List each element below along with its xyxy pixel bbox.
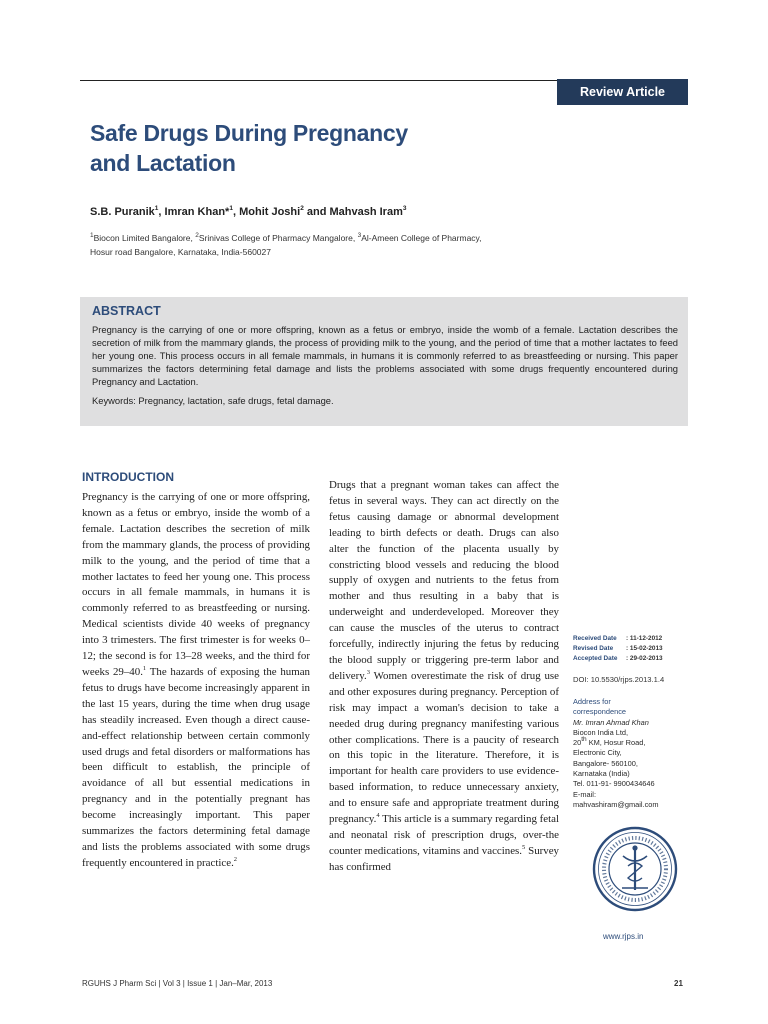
- citation-mark: 4: [376, 811, 380, 819]
- paragraph: [82, 490, 310, 872]
- author-name: S.B. Puranik: [90, 206, 155, 218]
- body-column-middle: [329, 478, 559, 876]
- university-seal-icon: [592, 826, 678, 912]
- correspondent-name: Mr. Imran Ahmad Khan: [573, 717, 649, 727]
- author-affiliation-mark: 3: [402, 204, 407, 212]
- date-label: Accepted Date: [573, 655, 618, 662]
- date-row: [573, 634, 663, 644]
- date-value: : 11-12-2012: [626, 635, 663, 642]
- abstract-heading: ABSTRACT: [92, 304, 161, 318]
- doi[interactable]: DOI: 10.5530/rjps.2013.1.4: [573, 675, 665, 684]
- text-run: Women overestimate the risk of drug use and other exposures during pregnancy. Perception of risk may impact a woman's decision to take a needed drug during pregnancy manifesting various other complications. There is a paucity of research on this topic in the literature. Therefore, it is important for health care providers to use evidence-based information, to reduce unnecessary anxiety, and to ensure safe and appropriate treatment during pregnancy.: [329, 669, 559, 826]
- author-separator: ,: [232, 206, 240, 218]
- affiliation: Biocon Limited Bangalore,: [93, 233, 196, 243]
- correspondent-address: [573, 738, 659, 748]
- citation-mark: 1: [142, 664, 147, 672]
- abstract-text: Pregnancy is the carrying of one or more offspring, known as a fetus or embryo, inside the womb of a female. Lactation describes the secretion of milk from the mammary glands, the process of providing milk to the young, and the period of time that a mother lactates to feed her young one. This process occurs in all female mammals, in humans it is commonly referred to as breastfeeding or nursing. This paper summarizes the factors determining fetal damage and lists the problems associated with some drugs frequently encountered during Pregnancy and Lactation.: [92, 324, 678, 387]
- email-label: E-mail:: [573, 789, 596, 799]
- correspondent-state: Karnataka (India): [573, 769, 630, 779]
- correspondent-city: Electronic City,: [573, 748, 622, 758]
- author-affiliation-mark: 1: [154, 204, 159, 212]
- correspondent-pin: Bangalore- 560100,: [573, 758, 638, 768]
- correspondent-email[interactable]: mahvashiram@gmail.com: [573, 799, 659, 809]
- article-dates: [573, 634, 663, 664]
- correspondent-org: Biocon India Ltd,: [573, 727, 629, 737]
- author-name: Mahvash Iram: [329, 206, 403, 218]
- author-separator: and: [303, 206, 330, 218]
- affiliation-address: Hosur road Bangalore, Karnataka, India-560027: [90, 247, 271, 257]
- affiliation: Srinivas College of Pharmacy Mangalore,: [198, 233, 358, 243]
- affiliations: [90, 231, 610, 259]
- author-name: Imran Khan*: [164, 206, 230, 218]
- date-label: Received Date: [573, 635, 617, 642]
- author-name: Mohit Joshi: [239, 206, 301, 218]
- body-column-left: [82, 490, 310, 872]
- abstract-box: [80, 297, 688, 426]
- affiliation: Al-Ameen College of Pharmacy,: [361, 233, 482, 243]
- article-title: [90, 118, 510, 178]
- article-type-badge: Review Article: [557, 79, 688, 105]
- text-run: This article is a summary regarding fetal and neonatal risk of prescription drugs, over-the counter medications, vitamins and vaccines.: [329, 813, 559, 857]
- author-separator: ,: [158, 206, 165, 218]
- title-line-2: and Lactation: [90, 150, 236, 176]
- affiliation-mark: 3: [357, 231, 362, 239]
- citation-mark: 3: [366, 668, 370, 676]
- correspondence-block: [573, 697, 659, 810]
- date-row: [573, 644, 663, 654]
- affiliation-mark: 2: [195, 231, 199, 239]
- text-run: Pregnancy is the carrying of one or more offspring, known as a fetus or embryo, inside the womb of a female. Lactation describes the secretion of milk from the mammary glands, the process of providing milk to the young, and the period of time that a mother lactates to feed her young one. This process occurs in all female mammals, in humans it is commonly referred to as breastfeeding or nursing. Medical scientists divide 40 weeks of pregnancy into 3 trimesters. The first trimester is for weeks 0–12; the second is for 13–28 weeks, and the third for weeks 29–40.: [82, 491, 310, 678]
- citation-mark: 2: [233, 855, 238, 863]
- text-run: The hazards of exposing the human fetus to drugs have become increasingly apparent in the last 15 years, during the time when drug usage has steadily increased. Even though a direct cause-and-effect relationship between certain commonly used drugs and fetal disorders or malformations has been difficult to establish, the principle of avoidance of all but essential medications in pregnancy and in the potentially pregnant has become increasingly important. This paper summarizes the factors determining fetal damage and lists the problems associated with some drugs frequently encountered in practice.: [82, 665, 311, 869]
- address-rest: KM, Hosur Road,: [586, 738, 646, 748]
- correspondence-heading: correspondence: [573, 707, 627, 717]
- address-prefix: 20: [573, 738, 582, 748]
- date-value: : 29-02-2013: [626, 655, 663, 662]
- date-label: Revised Date: [573, 645, 614, 652]
- author-affiliation-mark: 1: [229, 204, 233, 212]
- title-line-1: Safe Drugs During Pregnancy: [90, 120, 408, 146]
- journal-url[interactable]: www.rjps.in: [603, 932, 644, 941]
- correspondence-heading: Address for: [573, 697, 611, 706]
- text-run: Drugs that a pregnant woman takes can affect the fetus in several ways. They can act directly on the fetus causing damage or abnormal development leading to birth defects or death. Drugs can also alter the function of the placenta usually by constricting blood vessels and reducing the blood supply of oxygen and nutrients to the fetus from mother and thus resulting in a baby that is underweight and underdeveloped. Moreover they can cause the muscles of the uterus to contract forcefully, indirectly injuring the fetus by reducing the blood supply or triggering pre-term labor and delivery.: [329, 479, 559, 682]
- date-value: : 15-02-2013: [626, 645, 663, 652]
- introduction-heading: INTRODUCTION: [82, 470, 174, 484]
- author-affiliation-mark: 2: [300, 204, 304, 212]
- date-row: [573, 654, 663, 664]
- text-run: Survey has confirmed: [329, 844, 560, 873]
- page-number: 21: [674, 979, 683, 988]
- paragraph: [329, 478, 559, 876]
- footer-citation: RGUHS J Pharm Sci | Vol 3 | Issue 1 | Jan–Mar, 2013: [82, 979, 273, 988]
- correspondent-phone: Tel. 011-91- 9900434646: [573, 779, 655, 789]
- affiliation-mark: 1: [90, 231, 94, 239]
- keywords: Keywords: Pregnancy, lactation, safe drugs, fetal damage.: [92, 395, 334, 406]
- author-list: [90, 206, 610, 218]
- address-suffix: th: [581, 736, 587, 744]
- citation-mark: 5: [522, 843, 526, 851]
